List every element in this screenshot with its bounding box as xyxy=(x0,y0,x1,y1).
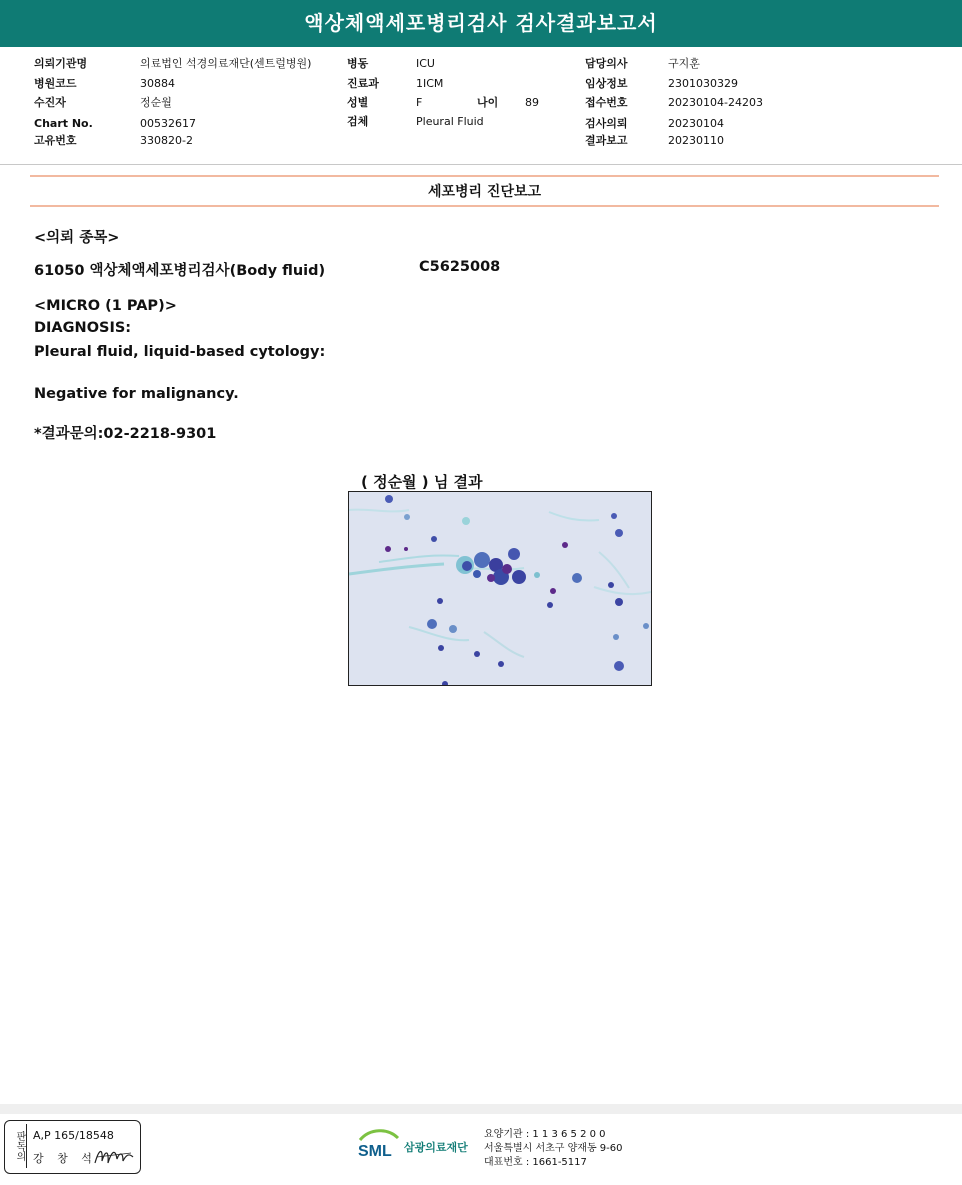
value-unique-id: 330820-2 xyxy=(140,134,193,147)
lab-address: 서울특별시 서초구 양재동 9-60 xyxy=(484,1143,623,1154)
section-bottom-rule xyxy=(30,205,939,207)
value-age: 89 xyxy=(525,96,539,109)
label-patient: 수진자 xyxy=(34,96,66,109)
label-hospital-code: 병원코드 xyxy=(34,77,77,90)
sml-logo xyxy=(356,1126,402,1166)
label-accession-no: 접수번호 xyxy=(585,96,628,109)
value-hospital-code: 30884 xyxy=(140,77,175,90)
micro-heading: <MICRO (1 PAP)> xyxy=(34,298,177,314)
diagnosis-label: DIAGNOSIS: xyxy=(34,320,132,336)
label-clinical-info: 임상정보 xyxy=(585,77,628,90)
label-ward: 병동 xyxy=(347,57,369,70)
test-code: C5625008 xyxy=(419,259,501,275)
value-department: 1ICM xyxy=(416,77,444,90)
label-requesting-institution: 의뢰기관명 xyxy=(34,57,88,70)
pathologist-stamp xyxy=(4,1120,141,1174)
svg-text:SML: SML xyxy=(358,1143,392,1160)
lab-phone: 대표번호 : 1661-5117 xyxy=(484,1157,587,1168)
value-chart-no: 00532617 xyxy=(140,117,196,130)
result-contact: *결과문의:02-2218-9301 xyxy=(34,426,217,442)
test-line: 61050 액상체액세포병리검사(Body fluid) xyxy=(34,263,326,279)
value-ward: ICU xyxy=(416,57,435,70)
value-specimen: Pleural Fluid xyxy=(416,115,484,128)
report-title: 액상체액세포병리검사 검사결과보고서 xyxy=(0,0,962,47)
value-attending-doctor: 구지훈 xyxy=(668,57,700,70)
label-age: 나이 xyxy=(477,96,499,109)
diagnosis-result: Negative for malignancy. xyxy=(34,386,239,402)
section-top-rule xyxy=(30,175,939,177)
signature-image xyxy=(93,1143,137,1169)
section-title: 세포병리 진단보고 xyxy=(427,184,542,200)
stamp-vertical-label: 판독의 xyxy=(8,1124,27,1168)
label-sex: 성별 xyxy=(347,96,369,109)
image-caption: ( 정순월 ) 님 결과 xyxy=(361,473,483,491)
label-specimen: 검체 xyxy=(347,115,369,128)
lab-name: 삼광의료재단 xyxy=(404,1141,468,1154)
footer-divider xyxy=(0,1104,962,1114)
label-unique-id: 고유번호 xyxy=(34,134,77,147)
value-requesting-institution: 의료법인 석경의료재단(센트럴병원) xyxy=(140,57,312,70)
label-department: 진료과 xyxy=(347,77,379,90)
value-sex: F xyxy=(416,96,423,109)
label-request-date: 검사의뢰 xyxy=(585,117,628,130)
value-patient: 정순월 xyxy=(140,96,172,109)
value-report-date: 20230110 xyxy=(668,134,724,147)
label-attending-doctor: 담당의사 xyxy=(585,57,628,70)
header-divider xyxy=(0,164,962,165)
label-chart-no: Chart No. xyxy=(34,117,93,130)
stamp-license: A,P 165/18548 xyxy=(33,1129,114,1142)
label-report-date: 결과보고 xyxy=(585,134,628,147)
value-clinical-info: 2301030329 xyxy=(668,77,738,90)
request-heading: <의뢰 종목> xyxy=(34,230,120,246)
value-accession-no: 20230104-24203 xyxy=(668,96,763,109)
value-request-date: 20230104 xyxy=(668,117,724,130)
cytology-micrograph xyxy=(348,491,652,686)
diagnosis-detail: Pleural fluid, liquid-based cytology: xyxy=(34,344,326,360)
stamp-name: 강 창 석 xyxy=(33,1152,97,1165)
facility-code: 요양기관 : 1 1 3 6 5 2 0 0 xyxy=(484,1129,606,1140)
